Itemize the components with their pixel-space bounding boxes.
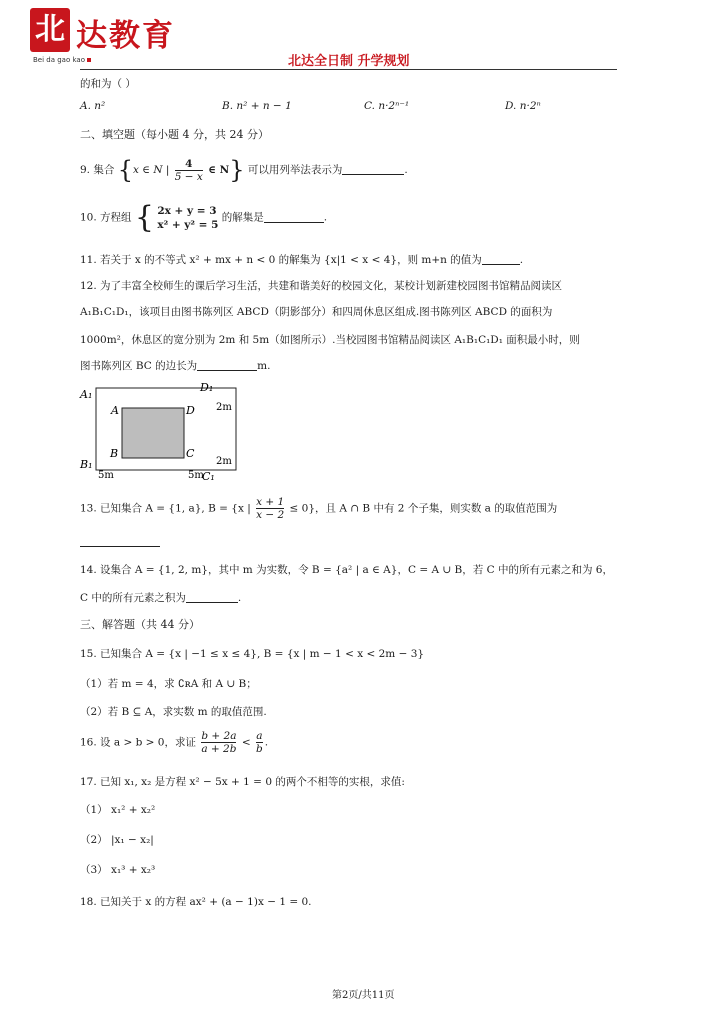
section-3-heading: 三、解答题（共 44 分） <box>80 618 200 631</box>
section-2-heading: 二、填空题（每小题 4 分，共 24 分） <box>80 128 269 141</box>
q12-line-2: A₁B₁C₁D₁，该项目由图书陈列区 ABCD（阴影部分）和四周休息区组成.图书陈列区 ABCD 的面积为 <box>80 306 553 318</box>
q13-answer-blank <box>80 536 160 548</box>
brand-pinyin: Bei da gao kao <box>33 56 91 64</box>
q15-stem: 15. 已知集合 A = {x | −1 ≤ x ≤ 4}, B = {x | m − 1 < x < 2m − 3} <box>80 648 425 660</box>
q14-line-1: 14. 设集合 A = {1, 2, m}，其中 m 为实数，令 B = {a² | a ∈ A}，C = A ∪ B，若 C 中的所有元素之和为 6， <box>80 564 613 576</box>
q14-line-2: C 中的所有元素之积为 . <box>80 592 242 604</box>
q8-option-d: D. n·2ⁿ <box>505 100 541 112</box>
header-divider <box>80 69 617 70</box>
q18: 18. 已知关于 x 的方程 ax² + (a − 1)x − 1 = 0. <box>80 896 312 908</box>
label-c1: C₁ <box>202 470 215 483</box>
q17-part-1: （1） x₁² + x₂² <box>80 804 156 816</box>
label-b1: B₁ <box>80 458 93 471</box>
q8-option-c: C. n·2ⁿ⁻¹ <box>364 100 410 112</box>
q12-line-4: 图书陈列区 BC 的边长为 m. <box>80 360 271 372</box>
label-d1: D₁ <box>200 381 214 394</box>
q8-option-b: B. n² + n − 1 <box>222 100 292 112</box>
label-b: B <box>110 447 119 460</box>
q16: 16. 设 a > b > 0，求证 $\frac{b + 2a}{a + 2b}$ < $\frac{a}{b}$ . <box>80 730 269 755</box>
q11: 11. 若关于 x 的不等式 x² + mx + n < 0 的解集为 {x|1 < x < 4}，则 m+n 的值为 . <box>80 254 524 266</box>
q12-line-3: 1000m²，休息区的宽分别为 2m 和 5m（如图所示）.当校园图书馆精品阅读区 A₁B₁C₁D₁ 面积最小时，则 <box>80 334 580 346</box>
q17-stem: 17. 已知 x₁, x₂ 是方程 x² − 5x + 1 = 0 的两个不相等的实根，求值: <box>80 776 405 788</box>
q12-figure <box>78 380 248 485</box>
label-a1: A₁ <box>80 388 93 401</box>
q13: 13. 已知集合 A = {1, a}, B = {x | $\frac{x + 1}{x - 2}$ ≤ 0}，且 A ∩ B 中有 2 个子集，则实数 a 的取值范围为 <box>80 496 558 521</box>
logo-mark: 北 <box>30 8 70 52</box>
q8-option-a: A. n² <box>80 100 106 112</box>
q8-continuation: 的和为（ ） <box>80 78 136 90</box>
label-c: C <box>186 447 195 460</box>
q15-part-1: （1）若 m = 4，求 ∁ʀA 和 A ∪ B； <box>80 678 257 690</box>
label-right-gap: 5m <box>188 470 204 481</box>
label-top-gap: 2m <box>216 402 232 413</box>
label-a: A <box>111 404 119 417</box>
label-bottom-gap: 2m <box>216 456 232 467</box>
shaded-rect <box>122 408 184 458</box>
header-slogan: 北达全日制 升学规划 <box>288 54 410 69</box>
q9: 9. 集合 {x ∈ N | $\frac{4}{5 - x}$ ∈ N} 可以用列举法表示为 . <box>80 156 408 184</box>
q12-line-1: 12. 为了丰富全校师生的课后学习生活，共建和谐美好的校园文化，某校计划新建校园图书馆精品阅读区 <box>80 280 563 292</box>
page-number: 第2页/共11页 <box>332 990 395 1001</box>
label-left-gap: 5m <box>98 470 114 481</box>
q17-part-2: （2） |x₁ − x₂| <box>80 834 154 846</box>
q17-part-3: （3） x₁³ + x₂³ <box>80 864 156 876</box>
brand-name: 达教育 <box>76 18 175 54</box>
label-d: D <box>186 404 195 417</box>
q15-part-2: （2）若 B ⊆ A，求实数 m 的取值范围. <box>80 706 267 718</box>
q10: 10. 方程组 { 2x + y = 3 x² + y² = 5 的解集是 . <box>80 200 328 235</box>
